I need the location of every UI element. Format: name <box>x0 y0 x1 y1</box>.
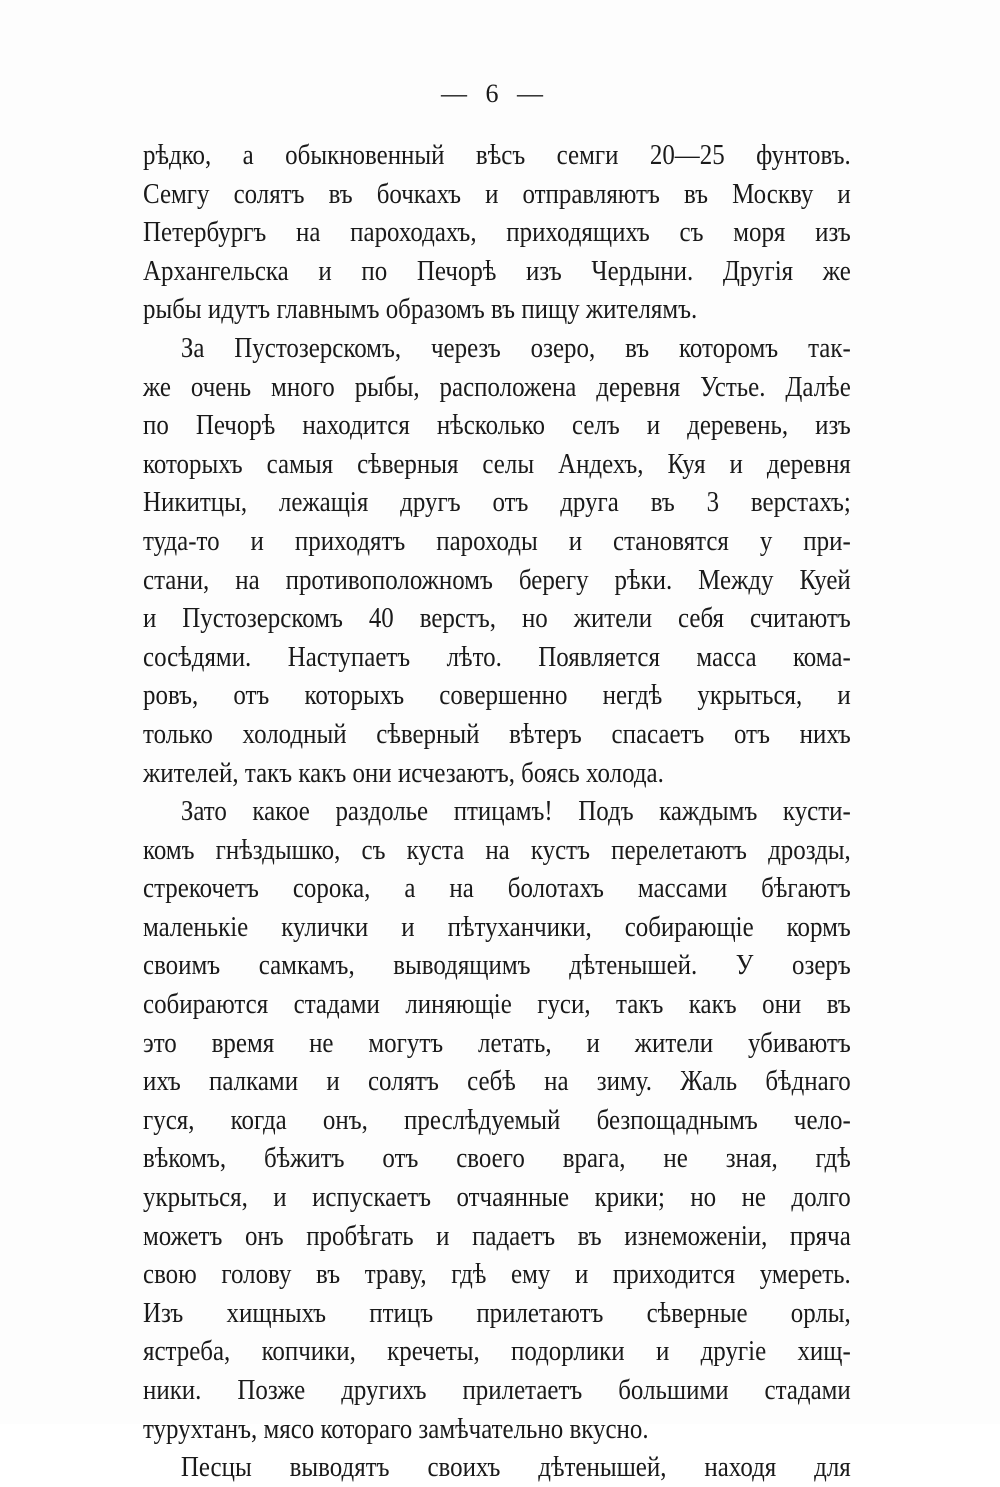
text-line: ястреба, копчики, кречеты, подорлики и другіе хищ- <box>143 1335 851 1368</box>
text-line: стани, на противоположномъ берегу рѣки. Между Куей <box>143 563 851 596</box>
text-line: сосѣдями. Наступаетъ лѣто. Появляется масса кома- <box>143 640 851 673</box>
text-line: можетъ онъ пробѣгать и падаетъ въ изнеможеніи, пряча <box>143 1219 851 1252</box>
text-line: укрыться, и испускаетъ отчаянные крики; но не долго <box>143 1181 851 1214</box>
paragraph-start-line: Песцы выводятъ своихъ дѣтенышей, находя для <box>180 1451 851 1484</box>
text-line: рѣдко, а обыкновенный вѣсъ семги 20—25 фунтовъ. <box>143 139 851 171</box>
text-line: ники. Позже другихъ прилетаетъ большими стадами <box>143 1374 851 1406</box>
text-line: туда-то и приходятъ пароходы и становятся у при- <box>143 524 851 557</box>
text-line: Никитцы, лежащія другъ отъ друга въ 3 верстахъ; <box>143 486 851 519</box>
text-line: рыбы идутъ главнымъ образомъ въ пищу жителямъ. <box>143 293 698 326</box>
text-line: турухтанъ, мясо котораго замѣчательно вкусно. <box>143 1412 649 1445</box>
text-line: маленькіе кулички и пѣтуханчики, собирающіе кормъ <box>143 910 851 943</box>
page-number: — 6 — <box>441 79 549 108</box>
text-line: комъ гнѣздышко, съ куста на кустъ перелетаютъ дрозды, <box>143 833 851 866</box>
text-line: стрекочетъ сорока, а на болотахъ массами бѣгаютъ <box>143 872 851 905</box>
text-line: ихъ палками и солятъ себѣ на зиму. Жаль бѣднаго <box>143 1065 851 1098</box>
text-line: вѣкомъ, бѣжитъ отъ своего врага, не зная, гдѣ <box>143 1142 851 1175</box>
text-line: по Печорѣ находится нѣсколько селъ и деревень, изъ <box>143 409 851 442</box>
paragraph-start-line: За Пустозерскомъ, черезъ озеро, въ которомъ так- <box>180 331 851 364</box>
text-line: Изъ хищныхъ птицъ прилетаютъ сѣверные орлы, <box>143 1296 851 1329</box>
text-line: это время не могутъ летать, и жители убиваютъ <box>143 1026 851 1059</box>
text-line: Архангельска и по Печорѣ изъ Чердыни. Другія же <box>143 254 851 287</box>
text-line: собираются стадами линяющіе гуси, такъ какъ они въ <box>143 988 851 1021</box>
text-line: и Пустозерскомъ 40 верстъ, но жители себя считаютъ <box>143 602 851 635</box>
text-line: же очень много рыбы, расположена деревня Устье. Далѣе <box>143 370 851 403</box>
text-line: своимъ самкамъ, выводящимъ дѣтенышей. У озеръ <box>143 949 851 982</box>
paragraph-start-line: Зато какое раздолье птицамъ! Подъ каждымъ кусти- <box>180 795 851 828</box>
text-line: ровъ, отъ которыхъ совершенно негдѣ укрыться, и <box>143 679 851 712</box>
text-line: которыхъ самыя сѣверныя селы Андехъ, Куя и деревня <box>143 447 851 480</box>
text-line: гуся, когда онъ, преслѣдуемый безпощаднымъ чело- <box>143 1103 851 1136</box>
text-line: только холодный сѣверный вѣтеръ спасаетъ отъ нихъ <box>143 717 851 750</box>
text-line: Семгу солятъ въ бочкахъ и отправляютъ въ Москву и <box>143 177 851 210</box>
text-line: Петербургъ на пароходахъ, приходящихъ съ моря изъ <box>143 216 851 249</box>
text-line: жителей, такъ какъ они исчезаютъ, боясь холода. <box>143 756 664 789</box>
body-text <box>143 136 851 1487</box>
text-line: свою голову въ траву, гдѣ ему и приходится умереть. <box>143 1258 851 1291</box>
